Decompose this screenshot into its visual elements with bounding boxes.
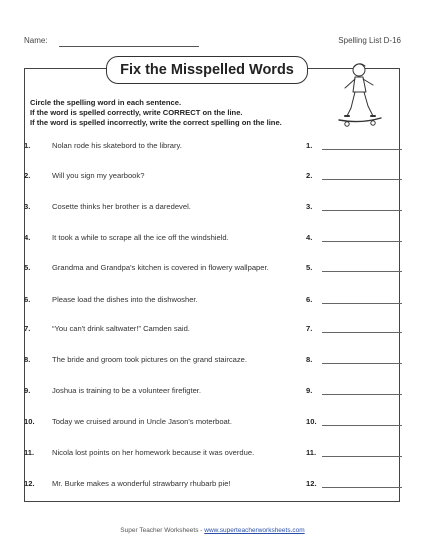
question-number: 7. (24, 324, 31, 333)
answer-line[interactable] (322, 487, 402, 488)
answer-line[interactable] (322, 271, 402, 272)
question-number: 10. (24, 417, 35, 426)
worksheet-frame (24, 68, 400, 502)
answer-number: 12. (306, 479, 317, 488)
question-number: 6. (24, 295, 31, 304)
question-sentence: Nicola lost points on her homework because it was overdue. (52, 448, 255, 457)
worksheet-title: Fix the Misspelled Words (106, 56, 308, 84)
spelling-list-id: Spelling List D-16 (338, 36, 401, 45)
question-sentence: Grandma and Grandpa's kitchen is covered in flowery wallpaper. (52, 263, 269, 272)
footer (0, 527, 425, 534)
skateboarder-icon (335, 60, 385, 132)
header-row (24, 36, 401, 50)
question-sentence: Nolan rode his skatebord to the library. (52, 141, 182, 150)
name-line (59, 46, 199, 47)
instruction-line: If the word is spelled correctly, write CORRECT on the line. (30, 108, 243, 117)
instruction-line: If the word is spelled incorrectly, write the correct spelling on the line. (30, 118, 282, 127)
footer-separator: - (198, 527, 205, 534)
answer-line[interactable] (322, 394, 402, 395)
answer-number: 7. (306, 324, 313, 333)
question-sentence: Today we cruised around in Uncle Jason's moterboat. (52, 417, 232, 426)
answer-number: 2. (306, 171, 313, 180)
name-label: Name: (24, 36, 48, 45)
instructions (30, 98, 282, 128)
answer-number: 5. (306, 263, 313, 272)
question-number: 4. (24, 233, 31, 242)
question-sentence: Joshua is training to be a volunteer firefigter. (52, 386, 202, 395)
question-number: 12. (24, 479, 35, 488)
answer-line[interactable] (322, 149, 402, 150)
answer-number: 6. (306, 295, 313, 304)
answer-number: 4. (306, 233, 313, 242)
answer-number: 9. (306, 386, 313, 395)
question-number: 3. (24, 202, 31, 211)
question-number: 11. (24, 448, 35, 457)
answer-line[interactable] (322, 456, 402, 457)
question-sentence: Mr. Burke makes a wonderful strawbarry rhubarb pie! (52, 479, 231, 488)
footer-brand: Super Teacher Worksheets (120, 527, 199, 534)
question-sentence: “You can't drink saltwater!” Camden said. (52, 324, 190, 333)
question-number: 2. (24, 171, 31, 180)
answer-line[interactable] (322, 241, 402, 242)
footer-link[interactable]: www.superteacherworksheets.com (204, 527, 305, 534)
answer-line[interactable] (322, 303, 402, 304)
question-number: 9. (24, 386, 31, 395)
question-sentence: The bride and groom took pictures on the grand staircaze. (52, 355, 248, 364)
answer-number: 1. (306, 141, 313, 150)
answer-line[interactable] (322, 179, 402, 180)
answer-number: 11. (306, 448, 317, 457)
answer-number: 3. (306, 202, 313, 211)
question-number: 1. (24, 141, 31, 150)
answer-number: 10. (306, 417, 317, 426)
question-sentence: Cosette thinks her brother is a daredevel. (52, 202, 191, 211)
answer-line[interactable] (322, 363, 402, 364)
question-sentence: Please load the dishes into the dishwosher. (52, 295, 198, 304)
question-number: 5. (24, 263, 31, 272)
answer-line[interactable] (322, 425, 402, 426)
answer-number: 8. (306, 355, 313, 364)
question-sentence: Will you sign my yearbook? (52, 171, 145, 180)
question-number: 8. (24, 355, 31, 364)
answer-line[interactable] (322, 332, 402, 333)
instruction-line: Circle the spelling word in each sentence. (30, 98, 182, 107)
question-sentence: It took a while to scrape all the ice off the windshield. (52, 233, 229, 242)
answer-line[interactable] (322, 210, 402, 211)
